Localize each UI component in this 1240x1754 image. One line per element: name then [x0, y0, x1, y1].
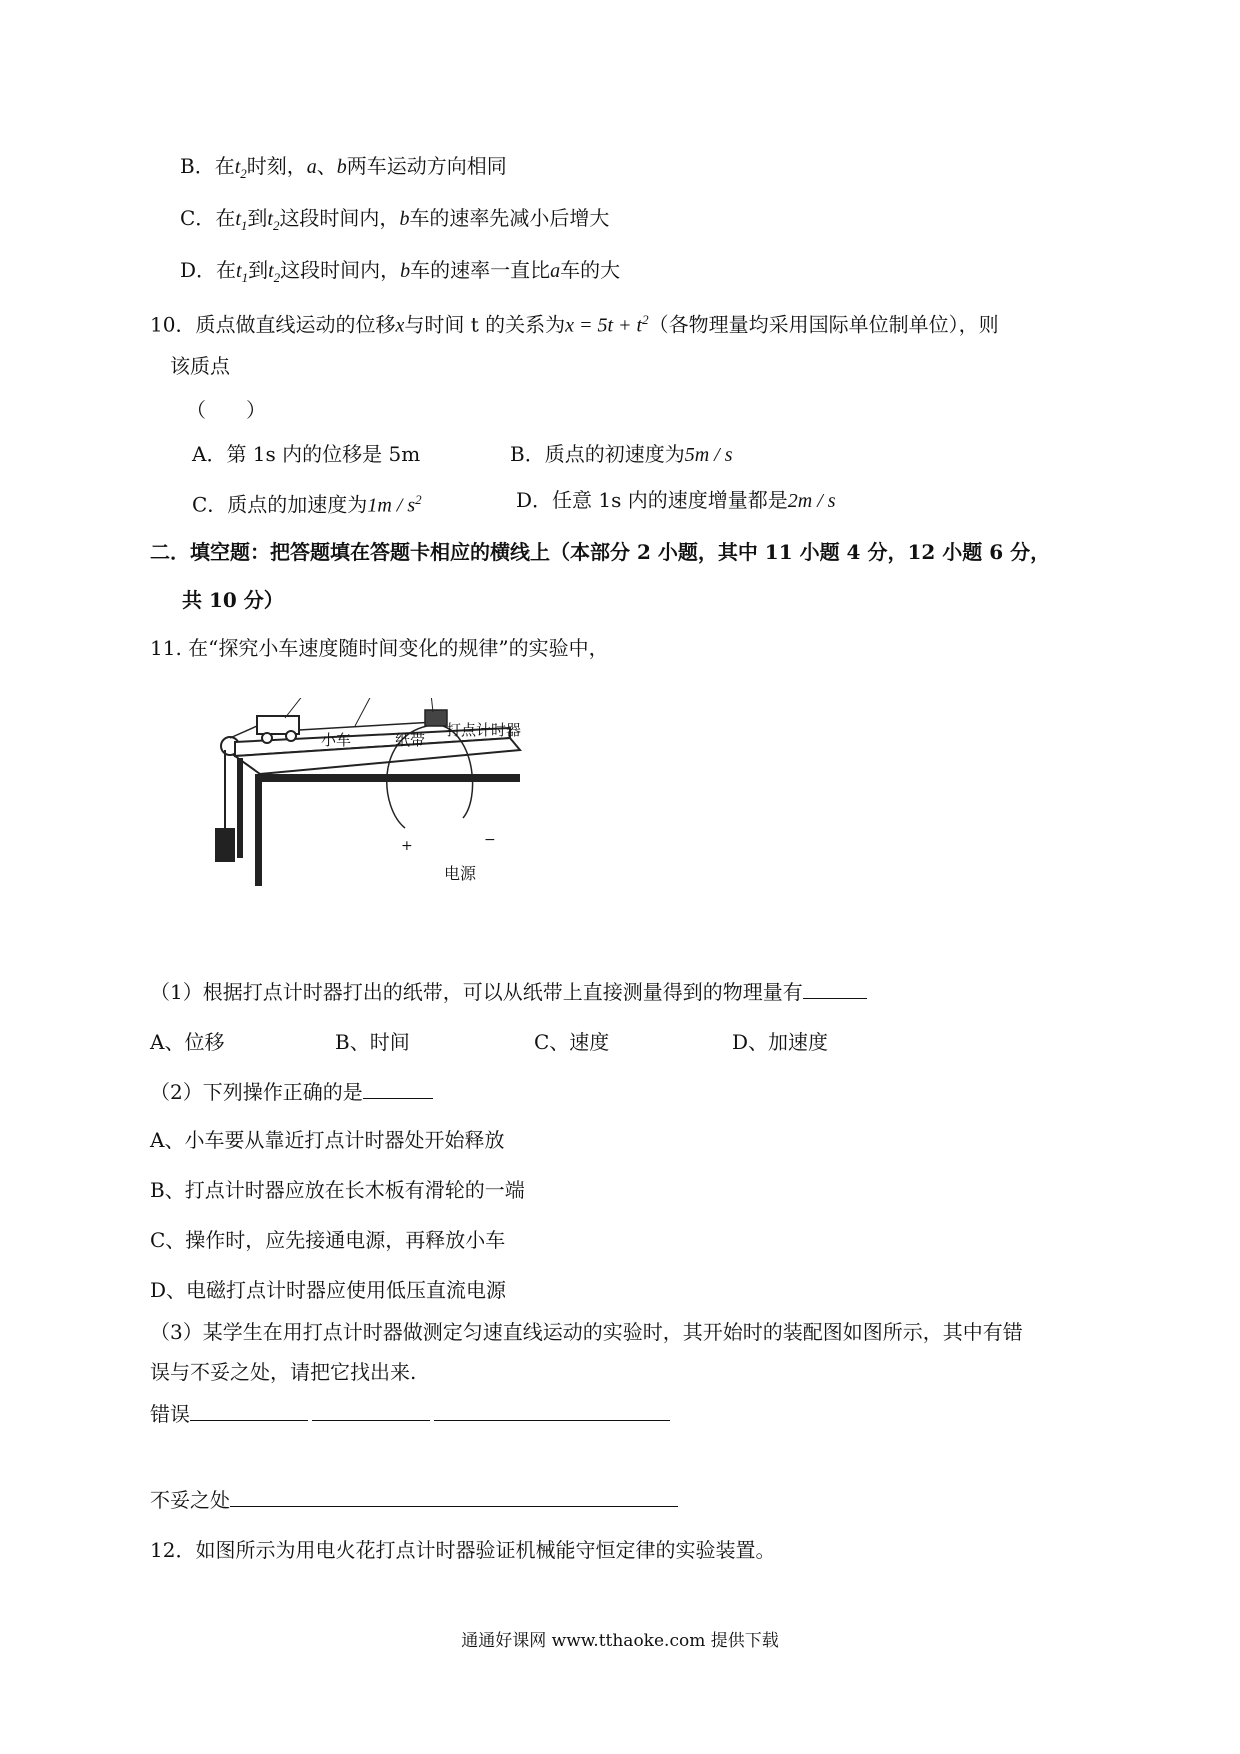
q11-part3-line2: 误与不妥之处，请把它找出来.	[150, 1360, 417, 1384]
q9-option-c: C．在$t_1$到$t_2$这段时间内，b车的速率先减小后增大	[180, 206, 610, 233]
q11-part1-option-d: D、加速度	[732, 1030, 829, 1054]
q11-stem: 11. 在“探究小车速度随时间变化的规律”的实验中，	[150, 636, 609, 660]
answer-blank[interactable]	[803, 978, 867, 999]
q10-option-d: D．任意 1s 内的速度增量都是2m / s	[516, 488, 836, 512]
page-footer: 通通好课网 www.tthaoke.com 提供下载	[461, 1631, 779, 1651]
answer-blank[interactable]	[363, 1078, 433, 1099]
table-leg-left	[255, 782, 262, 886]
figure-label-minus: −	[484, 832, 496, 848]
q9-option-d: D．在$t_1$到$t_2$这段时间内，b车的速率一直比a车的大	[180, 258, 621, 285]
cart-string	[230, 726, 257, 738]
figure-label-tape: 纸带	[395, 731, 426, 749]
cart-wheel	[286, 731, 296, 741]
hanging-weight	[215, 828, 235, 862]
q11-part2-option-b: B、打点计时器应放在长木板有滑轮的一端	[150, 1178, 525, 1202]
figure-label-power: 电源	[444, 864, 477, 883]
q11-part3-error: 错误	[150, 1400, 670, 1428]
q11-part2: （2）下列操作正确的是	[150, 1078, 433, 1106]
answer-blank[interactable]	[312, 1400, 430, 1421]
q11-part2-option-a: A、小车要从靠近打点计时器处开始释放	[150, 1128, 505, 1152]
table-leg-front	[237, 758, 243, 858]
q11-part1: （1）根据打点计时器打出的纸带，可以从纸带上直接测量得到的物理量有	[150, 978, 867, 1006]
cart-wheel	[262, 733, 272, 743]
q10-stem-line1: 10．质点做直线运动的位移x与时间 t 的关系为$x = 5t + t^2$（各物理量均采用国际单位制单位），则	[150, 312, 999, 337]
q11-part1-option-b: B、时间	[335, 1030, 410, 1054]
q10-option-b: B．质点的初速度为5m / s	[510, 442, 733, 466]
q10-option-c: C．质点的加速度为$1m / s^2$	[192, 492, 422, 517]
q12-stem: 12．如图所示为用电火花打点计时器验证机械能守恒定律的实验装置。	[150, 1538, 776, 1562]
q10-answer-paren: （ ）	[186, 398, 266, 422]
q11-part1-option-a: A、位移	[150, 1030, 225, 1054]
timer-device	[425, 710, 447, 726]
q11-part2-option-d: D、电磁打点计时器应使用低压直流电源	[150, 1278, 507, 1302]
q9-option-b: B．在$t_2$时刻，a、b两车运动方向相同	[180, 154, 507, 181]
section2-heading-line1: 二．填空题：把答题填在答题卡相应的横线上（本部分 2 小题，其中 11 小题 4 分，12 小题 6 分，	[150, 540, 1051, 564]
q10-option-a: A．第 1s 内的位移是 5m	[192, 442, 421, 466]
answer-blank[interactable]	[190, 1400, 308, 1421]
q11-part2-option-c: C、操作时，应先接通电源，再释放小车	[150, 1228, 506, 1252]
q11-part3-line1: （3）某学生在用打点计时器做测定匀速直线运动的实验时，其开始时的装配图如图所示，其中有错	[150, 1320, 1023, 1344]
q11-part1-option-c: C、速度	[534, 1030, 610, 1054]
answer-blank[interactable]	[230, 1486, 678, 1507]
q10-stem-line2: 该质点	[170, 354, 230, 378]
answer-blank[interactable]	[434, 1400, 670, 1421]
figure-label-cart: 小车	[321, 731, 352, 749]
figure-label-plus: +	[401, 838, 413, 854]
figure-label-timer: 打点计时器	[446, 721, 522, 739]
section2-heading-line2: 共 10 分）	[182, 588, 284, 612]
q11-part3-improper: 不妥之处	[150, 1486, 678, 1514]
leader-line	[355, 698, 373, 726]
